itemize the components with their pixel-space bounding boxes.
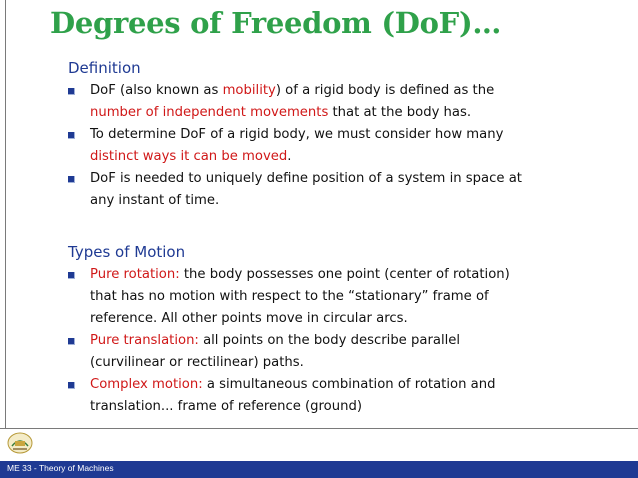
highlight-text: distinct ways it can be moved: [90, 149, 288, 164]
course-name: ME 33 - Theory of Machines: [7, 463, 114, 473]
motion-term: Pure translation:: [90, 333, 199, 348]
bullet-text: all points on the body describe parallel (curvilinear or rectilinear) paths.: [90, 333, 461, 370]
slide-title: Degrees of Freedom (DoF)…: [50, 6, 502, 40]
bullet-text: that at the body has.: [328, 105, 472, 120]
square-bullet-icon: [68, 272, 75, 279]
definition-bullet-1: [68, 80, 538, 124]
types-heading: Types of Motion: [68, 243, 186, 261]
types-bullet-translation: [68, 330, 538, 374]
footer-bar: [0, 461, 638, 478]
bullet-text: DoF (also known as: [90, 83, 223, 98]
square-bullet-icon: [68, 176, 75, 183]
square-bullet-icon: [68, 132, 75, 139]
definition-bullet-3: [68, 168, 538, 212]
types-bullet-complex: [68, 374, 538, 418]
motion-term: Pure rotation:: [90, 267, 180, 282]
definition-heading: Definition: [68, 59, 141, 77]
motion-term: Complex motion:: [90, 377, 203, 392]
definition-bullet-2: [68, 124, 538, 168]
types-bullet-rotation: [68, 264, 538, 330]
bullet-text: ) of a rigid body is defined as the: [275, 83, 495, 98]
bullet-text: a simultaneous combination of rotation and translation... frame of reference (ground): [90, 377, 496, 414]
university-logo-icon: [7, 432, 33, 454]
highlight-text: mobility: [222, 83, 276, 98]
highlight-text: number of independent movements: [90, 105, 329, 120]
bullet-text: the body possesses one point (center of rotation) that has no motion with respect to the “stationary” frame of reference. All other points move in circular arcs.: [90, 267, 510, 326]
square-bullet-icon: [68, 88, 75, 95]
square-bullet-icon: [68, 382, 75, 389]
bullet-text: .: [287, 149, 292, 164]
left-border-line: [5, 0, 6, 428]
bullet-text: DoF is needed to uniquely define position of a system in space at any instant of time.: [90, 171, 522, 208]
bullet-text: To determine DoF of a rigid body, we must consider how many: [90, 127, 504, 142]
square-bullet-icon: [68, 338, 75, 345]
footer-divider: [0, 428, 638, 429]
